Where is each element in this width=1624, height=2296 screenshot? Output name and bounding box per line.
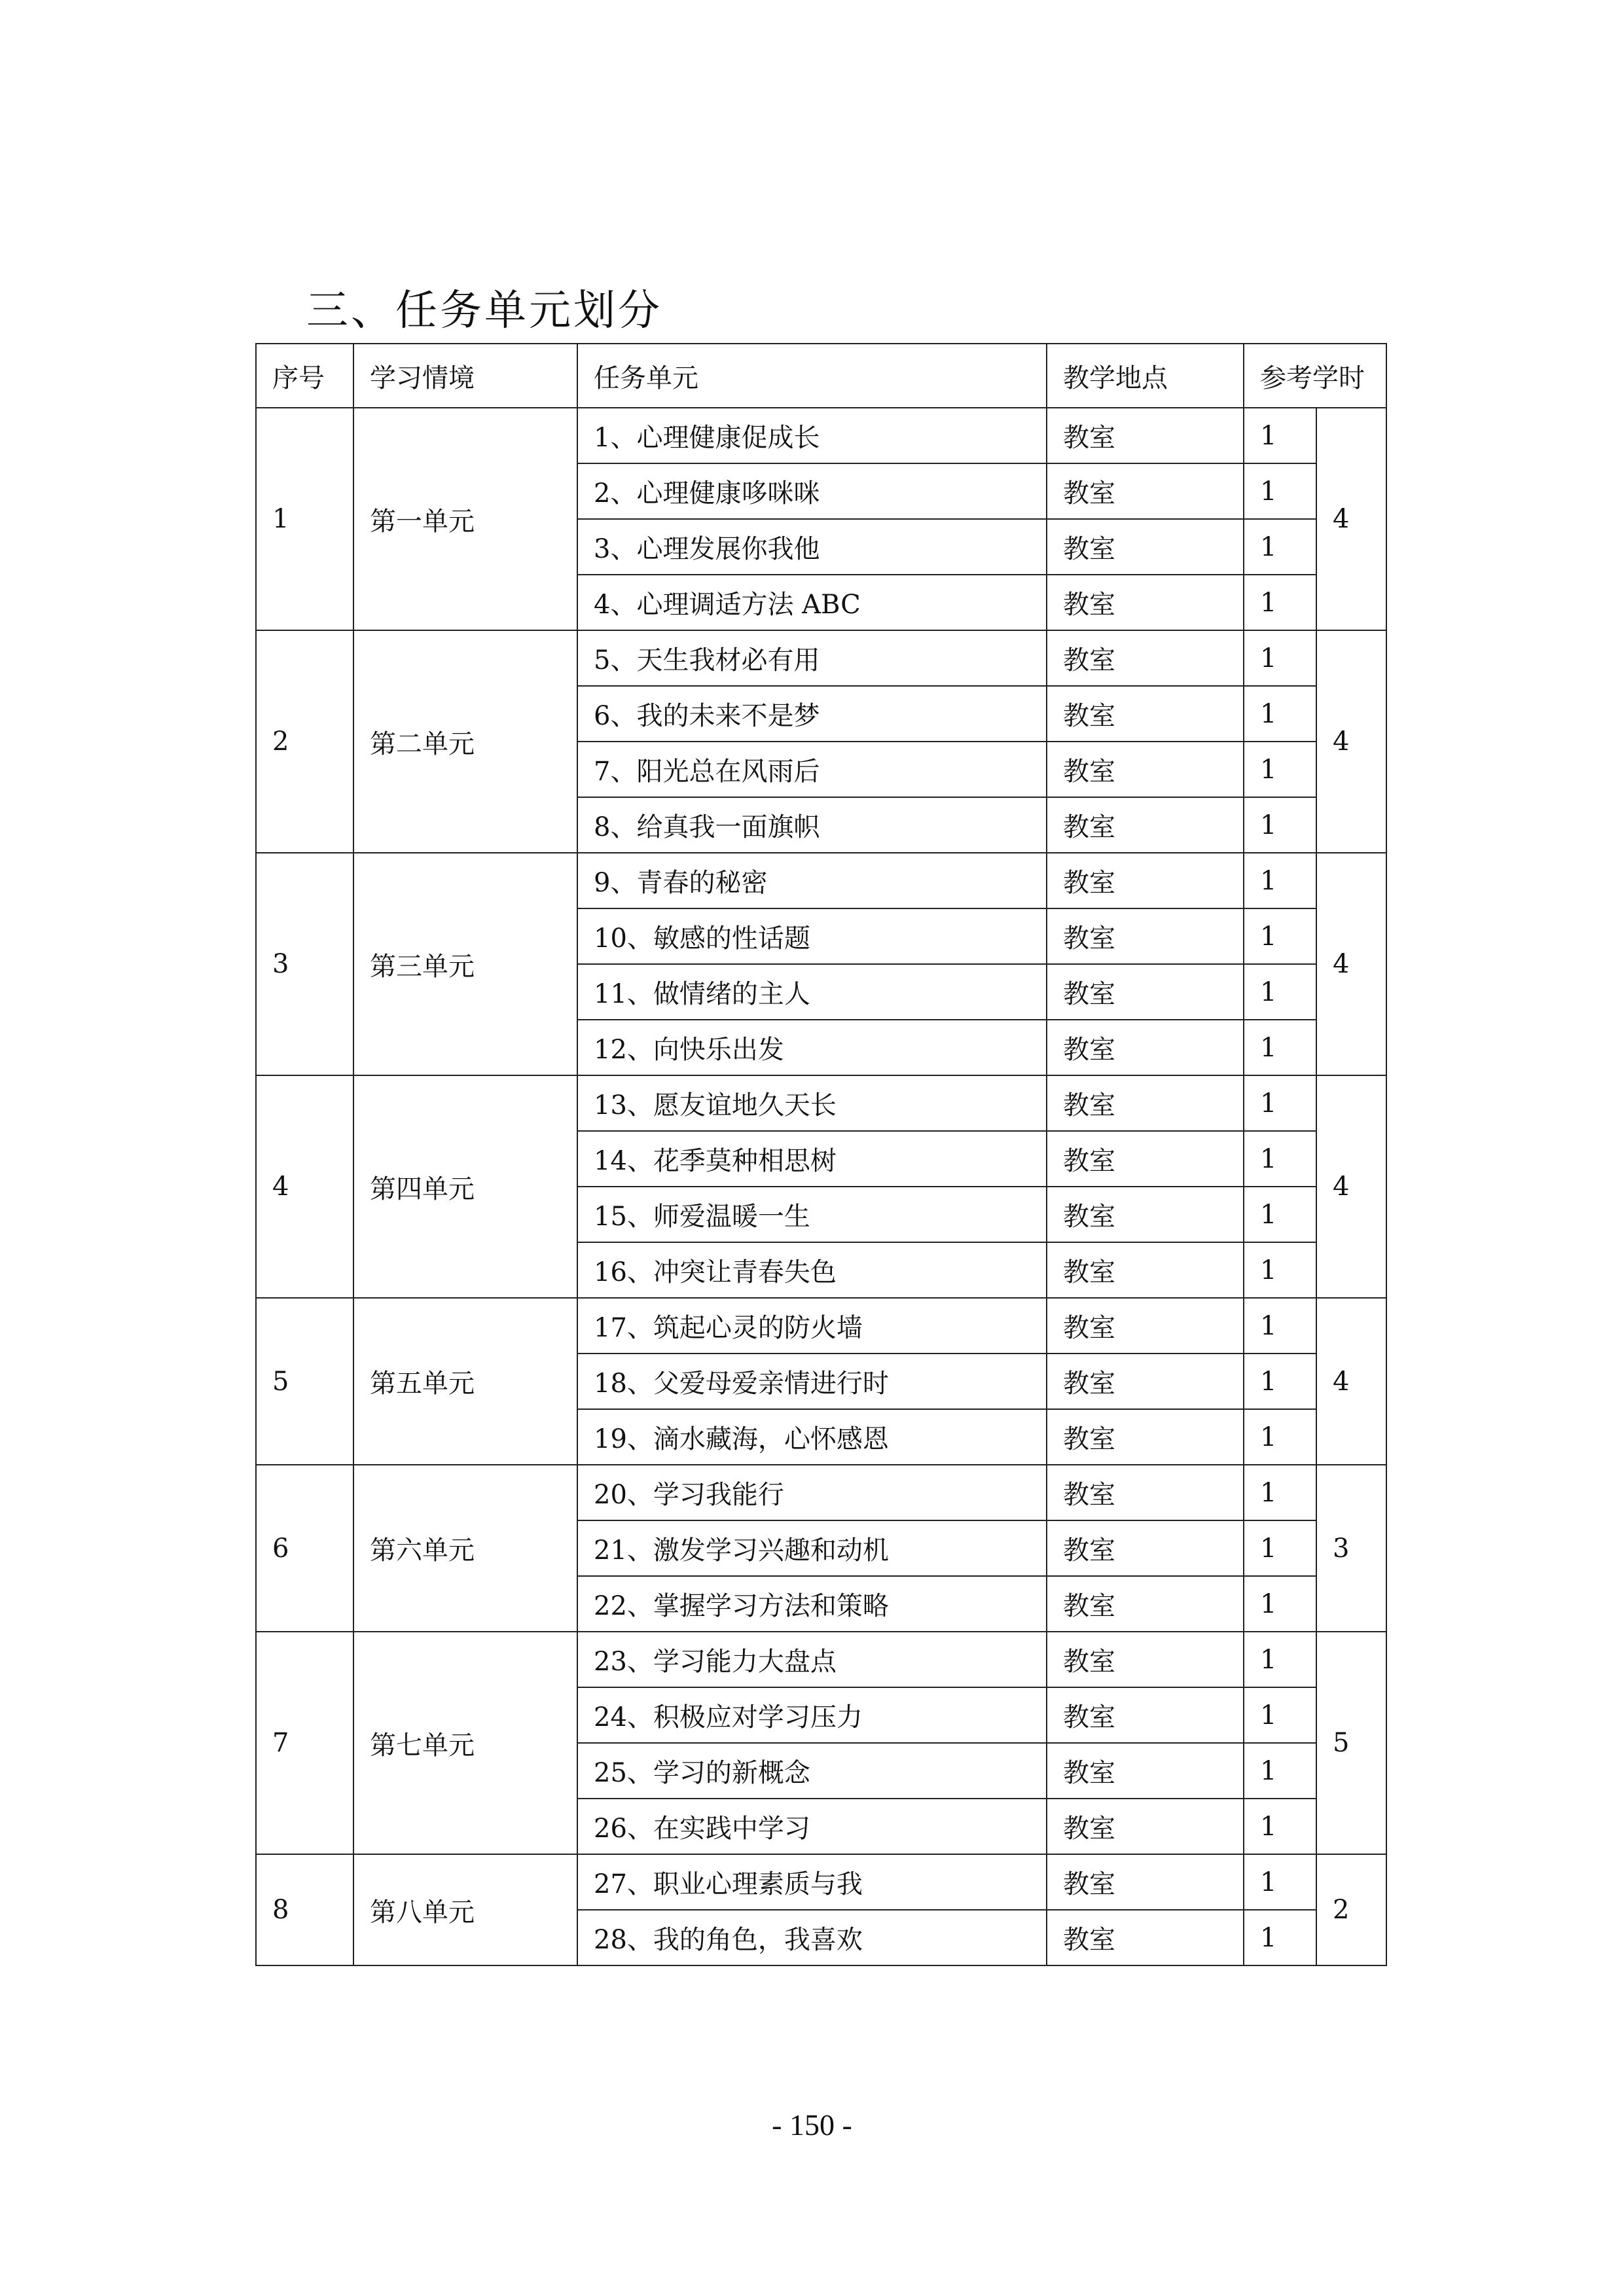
- task-name: 1、心理健康促成长: [577, 408, 1047, 463]
- task-location: 教室: [1047, 1910, 1244, 1965]
- task-name: 12、向快乐出发: [577, 1020, 1047, 1075]
- unit-name: 第六单元: [353, 1465, 577, 1632]
- task-hours: 1: [1244, 742, 1316, 797]
- task-name: 20、学习我能行: [577, 1465, 1047, 1520]
- task-name: 28、我的角色，我喜欢: [577, 1910, 1047, 1965]
- task-name: 18、父爱母爱亲情进行时: [577, 1354, 1047, 1409]
- task-location: 教室: [1047, 1465, 1244, 1520]
- task-name: 26、在实践中学习: [577, 1799, 1047, 1854]
- task-hours: 1: [1244, 519, 1316, 575]
- unit-total-hours: 2: [1316, 1854, 1386, 1965]
- task-name: 7、阳光总在风雨后: [577, 742, 1047, 797]
- task-hours: 1: [1244, 1465, 1316, 1520]
- unit-name: 第四单元: [353, 1075, 577, 1298]
- task-name: 15、师爱温暖一生: [577, 1187, 1047, 1242]
- task-location: 教室: [1047, 1799, 1244, 1854]
- task-name: 6、我的未来不是梦: [577, 686, 1047, 742]
- task-location: 教室: [1047, 408, 1244, 463]
- task-name: 2、心理健康哆咪咪: [577, 463, 1047, 519]
- task-location: 教室: [1047, 519, 1244, 575]
- header-index: 序号: [256, 344, 353, 408]
- task-hours: 1: [1244, 1910, 1316, 1965]
- unit-name: 第二单元: [353, 630, 577, 853]
- task-hours: 1: [1244, 853, 1316, 908]
- unit-index: 3: [256, 853, 353, 1075]
- task-location: 教室: [1047, 742, 1244, 797]
- unit-total-hours: 3: [1316, 1465, 1386, 1632]
- task-hours: 1: [1244, 1799, 1316, 1854]
- task-name: 14、花季莫种相思树: [577, 1131, 1047, 1187]
- unit-total-hours: 4: [1316, 408, 1386, 630]
- task-location: 教室: [1047, 1743, 1244, 1799]
- task-name: 22、掌握学习方法和策略: [577, 1576, 1047, 1632]
- task-name: 13、愿友谊地久天长: [577, 1075, 1047, 1131]
- task-hours: 1: [1244, 1187, 1316, 1242]
- table-row: [256, 408, 1386, 463]
- header-scenario: 学习情境: [353, 344, 577, 408]
- unit-name: 第五单元: [353, 1298, 577, 1465]
- task-location: 教室: [1047, 1298, 1244, 1354]
- unit-total-hours: 4: [1316, 630, 1386, 853]
- task-name: 17、筑起心灵的防火墙: [577, 1298, 1047, 1354]
- task-location: 教室: [1047, 1354, 1244, 1409]
- task-location: 教室: [1047, 797, 1244, 853]
- unit-index: 8: [256, 1854, 353, 1965]
- task-name: 11、做情绪的主人: [577, 964, 1047, 1020]
- task-hours: 1: [1244, 1854, 1316, 1910]
- task-location: 教室: [1047, 630, 1244, 686]
- task-name: 23、学习能力大盘点: [577, 1632, 1047, 1687]
- task-hours: 1: [1244, 1409, 1316, 1465]
- unit-index: 5: [256, 1298, 353, 1465]
- task-name: 9、青春的秘密: [577, 853, 1047, 908]
- unit-total-hours: 4: [1316, 853, 1386, 1075]
- task-hours: 1: [1244, 630, 1316, 686]
- task-hours: 1: [1244, 408, 1316, 463]
- table-row: [256, 1075, 1386, 1131]
- task-location: 教室: [1047, 1854, 1244, 1910]
- task-hours: 1: [1244, 1687, 1316, 1743]
- task-hours: 1: [1244, 1520, 1316, 1576]
- task-hours: 1: [1244, 1743, 1316, 1799]
- task-unit-table: [255, 343, 1387, 1966]
- task-location: 教室: [1047, 686, 1244, 742]
- task-location: 教室: [1047, 1409, 1244, 1465]
- unit-name: 第七单元: [353, 1632, 577, 1854]
- unit-name: 第三单元: [353, 853, 577, 1075]
- table-header-row: [256, 344, 1386, 408]
- table-row: [256, 1854, 1386, 1910]
- task-name: 4、心理调适方法 ABC: [577, 575, 1047, 630]
- table-row: [256, 1632, 1386, 1687]
- task-hours: 1: [1244, 575, 1316, 630]
- header-location: 教学地点: [1047, 344, 1244, 408]
- task-hours: 1: [1244, 686, 1316, 742]
- task-name: 25、学习的新概念: [577, 1743, 1047, 1799]
- task-name: 19、滴水藏海，心怀感恩: [577, 1409, 1047, 1465]
- section-title: 三、任务单元划分: [306, 287, 662, 335]
- task-name: 10、敏感的性话题: [577, 908, 1047, 964]
- task-name: 3、心理发展你我他: [577, 519, 1047, 575]
- task-name: 8、给真我一面旗帜: [577, 797, 1047, 853]
- unit-total-hours: 4: [1316, 1075, 1386, 1298]
- header-task-unit: 任务单元: [577, 344, 1047, 408]
- table-row: [256, 1298, 1386, 1354]
- task-location: 教室: [1047, 1687, 1244, 1743]
- header-hours: 参考学时: [1244, 344, 1386, 408]
- unit-index: 2: [256, 630, 353, 853]
- unit-index: 4: [256, 1075, 353, 1298]
- task-name: 21、激发学习兴趣和动机: [577, 1520, 1047, 1576]
- task-name: 5、天生我材必有用: [577, 630, 1047, 686]
- task-hours: 1: [1244, 1131, 1316, 1187]
- task-location: 教室: [1047, 853, 1244, 908]
- task-hours: 1: [1244, 1298, 1316, 1354]
- task-name: 24、积极应对学习压力: [577, 1687, 1047, 1743]
- task-location: 教室: [1047, 908, 1244, 964]
- task-hours: 1: [1244, 1075, 1316, 1131]
- unit-total-hours: 4: [1316, 1298, 1386, 1465]
- task-location: 教室: [1047, 1520, 1244, 1576]
- unit-name: 第八单元: [353, 1854, 577, 1965]
- unit-index: 6: [256, 1465, 353, 1632]
- table-row: [256, 1465, 1386, 1520]
- task-hours: 1: [1244, 1242, 1316, 1298]
- task-location: 教室: [1047, 575, 1244, 630]
- task-hours: 1: [1244, 797, 1316, 853]
- task-hours: 1: [1244, 1020, 1316, 1075]
- task-location: 教室: [1047, 1075, 1244, 1131]
- unit-index: 7: [256, 1632, 353, 1854]
- task-hours: 1: [1244, 1354, 1316, 1409]
- page-number: - 150 -: [772, 2108, 852, 2142]
- task-location: 教室: [1047, 1131, 1244, 1187]
- unit-index: 1: [256, 408, 353, 630]
- unit-total-hours: 5: [1316, 1632, 1386, 1854]
- task-location: 教室: [1047, 964, 1244, 1020]
- task-hours: 1: [1244, 964, 1316, 1020]
- task-location: 教室: [1047, 1632, 1244, 1687]
- task-location: 教室: [1047, 1242, 1244, 1298]
- task-name: 27、职业心理素质与我: [577, 1854, 1047, 1910]
- table-row: [256, 853, 1386, 908]
- table-row: [256, 630, 1386, 686]
- task-hours: 1: [1244, 908, 1316, 964]
- task-location: 教室: [1047, 1576, 1244, 1632]
- task-name: 16、冲突让青春失色: [577, 1242, 1047, 1298]
- task-location: 教室: [1047, 1020, 1244, 1075]
- unit-name: 第一单元: [353, 408, 577, 630]
- task-hours: 1: [1244, 1632, 1316, 1687]
- task-hours: 1: [1244, 463, 1316, 519]
- task-location: 教室: [1047, 1187, 1244, 1242]
- task-location: 教室: [1047, 463, 1244, 519]
- task-hours: 1: [1244, 1576, 1316, 1632]
